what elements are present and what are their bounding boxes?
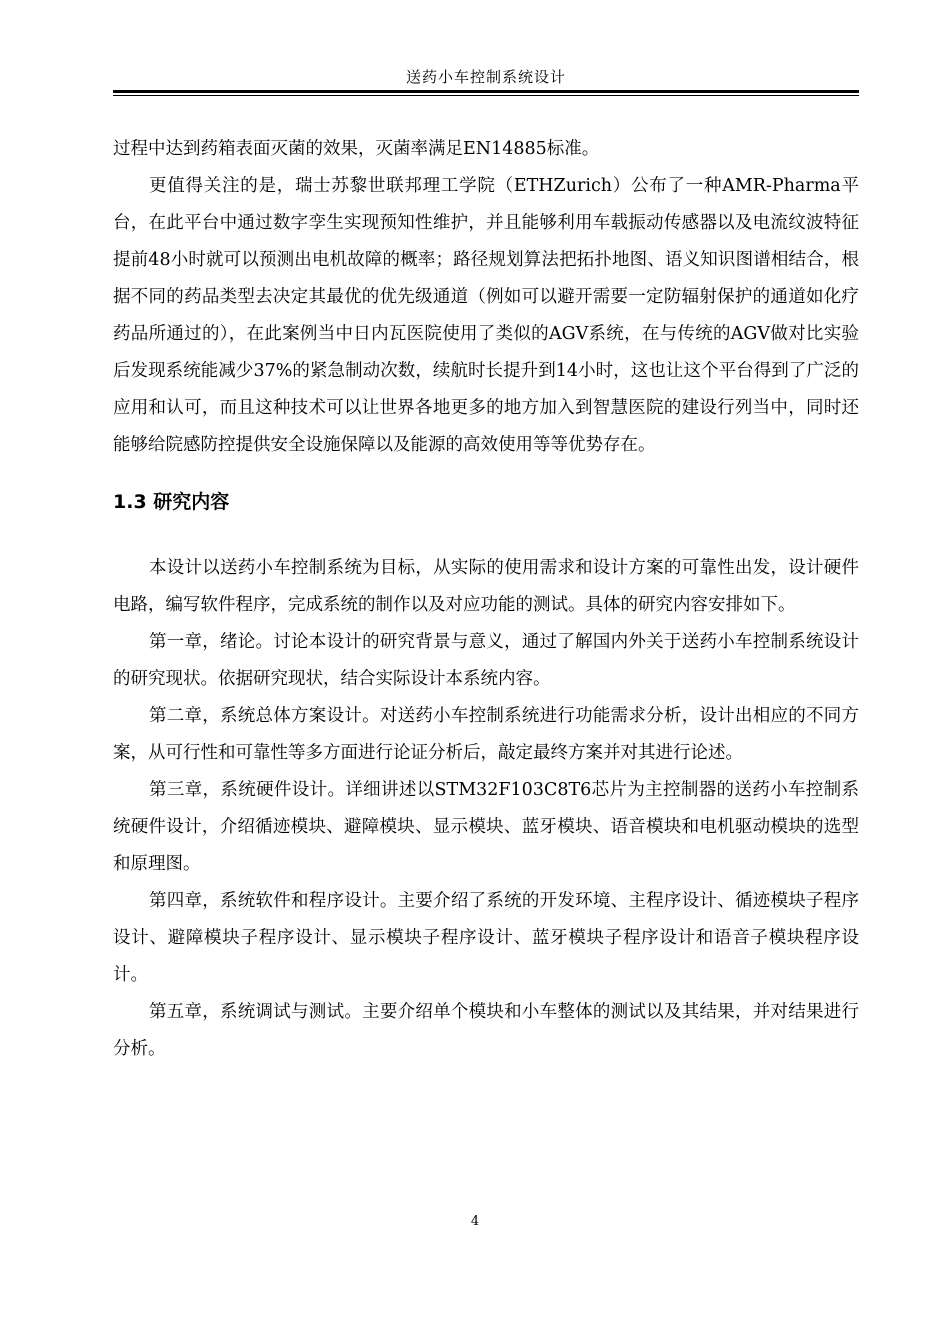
body-text [113, 131, 859, 1068]
paragraph-chapter-4: 第四章，系统软件和程序设计。主要介绍了系统的开发环境、主程序设计、循迹模块子程序设计、避障模块子程序设计、显示模块子程序设计、蓝牙模块子程序设计和语音子模块程序设计。 [113, 891, 859, 985]
page-number: 4 [470, 1214, 480, 1229]
paragraph-amr-pharma: 更值得关注的是，瑞士苏黎世联邦理工学院（ETHZurich）公布了一种AMR-Pharma平台，在此平台中通过数字孪生实现预知性维护，并且能够利用车载振动传感器以及电流纹波特征提前48小时就可以预测出电机故障的概率；路径规划算法把拓扑地图、语义知识图谱相结合，根据不同的药品类型去决定其最优的优先级通道（例如可以避开需要一定防辐射保护的通道如化疗药品所通过的），在此案例当中日内瓦医院使用了类似的AGV系统，在与传统的AGV做对比实验后发现系统能减少37%的紧急制动次数，续航时长提升到14小时，这也让这个平台得到了广泛的应用和认可，而且这种技术可以让世界各地更多的地方加入到智慧医院的建设行列当中，同时还能够给院感防控提供安全设施保障以及能源的高效使用等等优势存在。 [113, 176, 859, 455]
section-heading: 1.3 研究内容 [113, 491, 230, 513]
paragraph-chapter-2: 第二章，系统总体方案设计。对送药小车控制系统进行功能需求分析，设计出相应的不同方案，从可行性和可靠性等多方面进行论证分析后，敲定最终方案并对其进行论述。 [113, 706, 859, 763]
paragraph-chapter-1: 第一章，绪论。讨论本设计的研究背景与意义，通过了解国内外关于送药小车控制系统设计的研究现状。依据研究现状，结合实际设计本系统内容。 [113, 632, 859, 689]
running-header-title: 送药小车控制系统设计 [405, 68, 566, 86]
header-rule-thick [113, 90, 859, 93]
paragraph-chapter-3: 第三章，系统硬件设计。详细讲述以STM32F103C8T6芯片为主控制器的送药小车控制系统硬件设计，介绍循迹模块、避障模块、显示模块、蓝牙模块、语音模块和电机驱动模块的选型和原理图。 [113, 780, 859, 874]
paragraph-research-intro: 本设计以送药小车控制系统为目标，从实际的使用需求和设计方案的可靠性出发，设计硬件电路，编写软件程序，完成系统的制作以及对应功能的测试。具体的研究内容安排如下。 [113, 558, 859, 615]
paragraph-chapter-5: 第五章，系统调试与测试。主要介绍单个模块和小车整体的测试以及其结果，并对结果进行分析。 [113, 1002, 859, 1059]
paragraph-continuation: 过程中达到药箱表面灭菌的效果，灭菌率满足EN14885标准。 [113, 139, 600, 159]
header-rule-thin [113, 95, 859, 96]
